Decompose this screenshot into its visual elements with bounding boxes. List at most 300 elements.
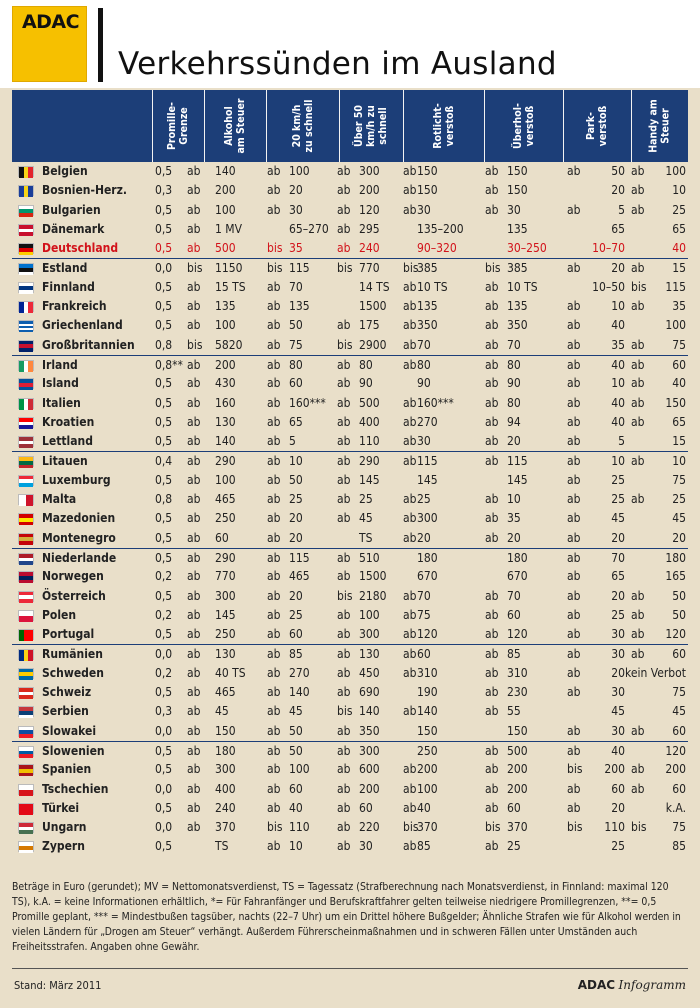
limit-cell: 0,5 — [155, 164, 173, 178]
country-flag-icon — [18, 475, 34, 486]
fine-cell: ab — [267, 839, 281, 854]
fine-cell: ab — [187, 183, 201, 198]
fine-cell: 10 — [289, 454, 303, 469]
fine-cell: ab — [403, 434, 417, 449]
fine-cell: ab — [631, 723, 645, 738]
fine-cell: 85 — [417, 839, 431, 854]
table-row — [12, 413, 688, 432]
fine-cell: ab — [267, 357, 281, 372]
table-row — [12, 606, 688, 625]
fine-cell: ab — [567, 395, 581, 410]
fine-cell: ab — [403, 318, 417, 333]
fine-cell: ab — [567, 530, 581, 545]
column-header — [204, 90, 266, 162]
limit-cell: 0,8** — [155, 357, 183, 372]
fine-cell: ab — [337, 685, 351, 700]
fine-cell: ab — [187, 299, 201, 314]
country-name: Finnland — [42, 279, 95, 294]
fine-cell: 20 — [611, 588, 625, 603]
fine-cell: bis — [403, 820, 419, 835]
fine-cell: ab — [403, 279, 417, 294]
fine-cell: 180 — [665, 550, 686, 565]
fine-cell: ab — [485, 395, 499, 410]
fine-cell: 35 — [611, 337, 625, 352]
country-name: Island — [42, 376, 79, 391]
fine-cell: ab — [485, 164, 499, 178]
fine-cell: 60 — [289, 781, 303, 796]
fine-cell: 25 — [611, 492, 625, 507]
fine-cell: 25 — [289, 607, 303, 622]
fine-cell: 300 — [215, 588, 236, 603]
brand-italic: Infogramm — [618, 978, 686, 992]
fine-cell: ab — [403, 299, 417, 314]
fine-cell: 75 — [672, 472, 686, 487]
fine-cell: ab — [337, 511, 351, 526]
limit-cell: 0,5 — [155, 299, 173, 314]
country-flag-icon — [18, 224, 34, 235]
country-name: Portugal — [42, 627, 95, 642]
fine-cell: 10 — [672, 454, 686, 469]
fine-cell: 25 — [611, 839, 625, 854]
fine-cell: k.A. — [665, 800, 686, 815]
fine-cell: 310 — [507, 665, 528, 680]
fine-cell: 70 — [611, 550, 625, 565]
fine-cell: 115 — [665, 279, 686, 294]
fine-cell: ab — [187, 376, 201, 391]
limit-cell: 0,5 — [155, 202, 173, 217]
fine-cell: ab — [485, 357, 499, 372]
country-flag-icon — [18, 726, 34, 737]
fine-cell: ab — [187, 454, 201, 469]
country-name: Niederlande — [42, 550, 117, 565]
country-name: Spanien — [42, 762, 92, 777]
country-flag-icon — [18, 513, 34, 524]
fine-cell: ab — [337, 781, 351, 796]
fine-cell: ab — [187, 395, 201, 410]
fine-cell: bis — [267, 820, 283, 835]
fine-cell: bis — [631, 820, 647, 835]
fine-cell: 160 — [215, 395, 236, 410]
fine-cell: ab — [485, 492, 499, 507]
fine-cell: 50 — [289, 743, 303, 758]
country-flag-icon — [18, 746, 34, 757]
fine-cell: ab — [567, 550, 581, 565]
fine-cell: 10 — [672, 183, 686, 198]
fine-cell: ab — [187, 241, 201, 256]
country-flag-icon — [18, 263, 34, 274]
fine-cell: 65 — [672, 414, 686, 429]
limit-cell: 0,5 — [155, 376, 173, 391]
limit-cell: 0,3 — [155, 183, 173, 198]
table-row — [12, 683, 688, 702]
fine-cell: 30 — [611, 627, 625, 642]
fine-cell: 100 — [665, 318, 686, 333]
country-name: Österreich — [42, 588, 106, 603]
fine-cell: ab — [631, 454, 645, 469]
fine-cell: ab — [267, 183, 281, 198]
column-header-label: Promille- Grenze — [166, 102, 190, 150]
fine-cell: ab — [267, 781, 281, 796]
fine-cell: 10–70 — [592, 241, 625, 256]
fine-cell: ab — [337, 647, 351, 662]
table-row — [12, 644, 688, 663]
fine-cell: 15 TS — [215, 279, 246, 294]
fine-cell: 45 — [215, 704, 229, 719]
fine-cell: 70 — [417, 588, 431, 603]
table-row — [12, 567, 688, 586]
fine-cell: ab — [567, 318, 581, 333]
country-flag-icon — [18, 687, 34, 698]
fine-cell: 300 — [359, 743, 380, 758]
fine-cell: ab — [485, 588, 499, 603]
fine-cell: 5 — [618, 434, 625, 449]
country-name: Montenegro — [42, 530, 116, 545]
limit-cell: 0,0 — [155, 781, 173, 796]
fine-cell: 70 — [507, 588, 521, 603]
fine-cell: 100 — [665, 164, 686, 178]
fine-cell: ab — [485, 414, 499, 429]
fine-cell: 50 — [289, 472, 303, 487]
fine-cell: 145 — [417, 472, 438, 487]
fine-cell: 80 — [359, 357, 373, 372]
fine-cell: 30 — [611, 723, 625, 738]
fine-cell: 50 — [289, 318, 303, 333]
fine-cell: ab — [631, 762, 645, 777]
fine-cell: ab — [337, 221, 351, 236]
fine-cell: ab — [403, 414, 417, 429]
fine-cell: 145 — [215, 607, 236, 622]
fine-cell: 45 — [611, 511, 625, 526]
fine-cell: 430 — [215, 376, 236, 391]
fine-cell: 770 — [215, 569, 236, 584]
fine-cell: ab — [187, 279, 201, 294]
fine-cell: ab — [337, 183, 351, 198]
country-flag-icon — [18, 591, 34, 602]
country-name: Norwegen — [42, 569, 104, 584]
fine-cell: 20 — [289, 588, 303, 603]
fine-cell: bis — [567, 762, 583, 777]
fine-cell: 180 — [215, 743, 236, 758]
fine-cell: 370 — [417, 820, 438, 835]
country-name: Dänemark — [42, 221, 105, 236]
fine-cell: ab — [485, 337, 499, 352]
fine-cell: ab — [187, 550, 201, 565]
fine-cell: 50 — [672, 607, 686, 622]
fine-cell: ab — [567, 299, 581, 314]
fine-cell: 40 — [672, 241, 686, 256]
fine-cell: ab — [337, 839, 351, 854]
fine-cell: 190 — [417, 685, 438, 700]
table-row — [12, 780, 688, 799]
fine-cell: ab — [267, 627, 281, 642]
fine-cell: ab — [403, 357, 417, 372]
fine-cell: 250 — [215, 511, 236, 526]
country-name: Polen — [42, 607, 77, 622]
table-row — [12, 760, 688, 779]
limit-cell: 0,5 — [155, 762, 173, 777]
fine-cell: 50 — [289, 723, 303, 738]
fine-cell: 300 — [215, 762, 236, 777]
fine-cell: ab — [485, 376, 499, 391]
fine-cell: ab — [267, 318, 281, 333]
fine-cell: 15 — [672, 434, 686, 449]
table-row — [12, 490, 688, 509]
fine-cell: 200 — [215, 357, 236, 372]
fine-cell: 25 — [289, 492, 303, 507]
fine-cell: 20 — [672, 530, 686, 545]
fine-cell: ab — [631, 395, 645, 410]
fine-cell: 25 — [507, 839, 521, 854]
fine-cell: 290 — [215, 454, 236, 469]
table-row — [12, 355, 688, 374]
country-name: Zypern — [42, 839, 85, 854]
fine-cell: ab — [403, 492, 417, 507]
fine-cell: 140 — [417, 704, 438, 719]
fine-cell: 60 — [507, 607, 521, 622]
fine-cell: 90 — [417, 376, 431, 391]
country-name: Rumänien — [42, 647, 103, 662]
limit-cell: 0,5 — [155, 839, 173, 854]
fine-cell: ab — [337, 395, 351, 410]
table-row — [12, 625, 688, 644]
fine-cell: 100 — [215, 472, 236, 487]
country-flag-icon — [18, 553, 34, 564]
fine-cell: ab — [485, 318, 499, 333]
fine-cell: 100 — [359, 607, 380, 622]
fine-cell: ab — [267, 550, 281, 565]
fine-cell: 120 — [665, 627, 686, 642]
fine-cell: ab — [337, 164, 351, 178]
fine-cell: ab — [337, 800, 351, 815]
country-flag-icon — [18, 822, 34, 833]
fine-cell: 385 — [417, 261, 438, 276]
fine-cell: 10–50 — [592, 279, 625, 294]
fine-cell: 10 — [611, 376, 625, 391]
fine-cell: 10 — [289, 839, 303, 854]
country-name: Ungarn — [42, 820, 87, 835]
fine-cell: 110 — [289, 820, 310, 835]
fine-cell: ab — [187, 492, 201, 507]
fine-cell: ab — [187, 569, 201, 584]
limit-cell: 0,5 — [155, 588, 173, 603]
country-flag-icon — [18, 166, 34, 177]
fine-cell: 200 — [507, 762, 528, 777]
fine-cell: 40 — [611, 414, 625, 429]
table-header — [12, 90, 688, 162]
fine-cell: 150 — [417, 164, 438, 178]
fine-cell: 45 — [611, 704, 625, 719]
fine-cell: 465 — [215, 685, 236, 700]
fine-cell: 75 — [672, 685, 686, 700]
fine-cell: TS — [359, 530, 373, 545]
fine-cell: ab — [403, 762, 417, 777]
country-name: Serbien — [42, 704, 89, 719]
fine-cell: ab — [267, 492, 281, 507]
fine-cell: 30 — [611, 647, 625, 662]
fine-cell: ab — [267, 299, 281, 314]
fine-cell: 115 — [289, 261, 310, 276]
fine-cell: 70 — [289, 279, 303, 294]
fine-cell: 45 — [359, 511, 373, 526]
fine-cell: 350 — [417, 318, 438, 333]
limit-cell: 0,0 — [155, 261, 173, 276]
fine-cell: ab — [485, 607, 499, 622]
limit-cell: 0,5 — [155, 800, 173, 815]
fine-cell: 180 — [507, 550, 528, 565]
country-name: Slowenien — [42, 743, 105, 758]
fine-cell: ab — [187, 588, 201, 603]
fine-cell: 465 — [215, 492, 236, 507]
fine-cell: ab — [337, 550, 351, 565]
fine-cell: 90 — [359, 376, 373, 391]
fine-cell: 60 — [611, 781, 625, 796]
country-name: Großbritannien — [42, 337, 135, 352]
fine-cell: ab — [267, 202, 281, 217]
limit-cell: 0,0 — [155, 723, 173, 738]
limit-cell: 0,5 — [155, 627, 173, 642]
fine-cell: 55 — [507, 704, 521, 719]
country-flag-icon — [18, 610, 34, 621]
fine-cell: 200 — [665, 762, 686, 777]
fine-cell: ab — [187, 685, 201, 700]
footer-divider — [12, 968, 688, 969]
fine-cell: 35 — [289, 241, 303, 256]
fine-cell: ab — [187, 434, 201, 449]
fine-cell: ab — [631, 492, 645, 507]
brand-label — [578, 978, 686, 992]
country-flag-icon — [18, 629, 34, 640]
fine-cell: 270 — [289, 665, 310, 680]
fine-cell: 20 — [507, 530, 521, 545]
fine-cell: bis — [485, 261, 501, 276]
table-row — [12, 297, 688, 316]
fine-cell: ab — [631, 183, 645, 198]
fine-cell: ab — [267, 723, 281, 738]
fine-cell: TS — [215, 839, 229, 854]
fine-cell: 65 — [611, 569, 625, 584]
fine-cell: ab — [267, 472, 281, 487]
limit-cell: 0,5 — [155, 395, 173, 410]
fine-cell: ab — [267, 376, 281, 391]
fine-cell: 300 — [417, 511, 438, 526]
fine-cell: 75 — [417, 607, 431, 622]
fine-cell: 180 — [417, 550, 438, 565]
fine-cell: 60 — [672, 723, 686, 738]
country-name: Tschechien — [42, 781, 109, 796]
fine-cell: ab — [485, 704, 499, 719]
fine-cell: 115 — [289, 550, 310, 565]
fine-cell: 5 — [618, 202, 625, 217]
fine-cell: 70 — [417, 337, 431, 352]
fine-cell: 600 — [359, 762, 380, 777]
fine-cell: 40 — [289, 800, 303, 815]
fine-cell: ab — [485, 647, 499, 662]
fine-cell: 60 — [417, 647, 431, 662]
fine-cell: ab — [187, 820, 201, 835]
fine-cell: 10 TS — [417, 279, 448, 294]
fine-cell: ab — [337, 202, 351, 217]
fine-cell: ab — [567, 492, 581, 507]
fine-cell: 20 — [611, 800, 625, 815]
fine-cell: ab — [567, 434, 581, 449]
fine-cell: 150 — [507, 723, 528, 738]
fine-cell: 130 — [359, 647, 380, 662]
column-header-label: Über 50 km/h zu schnell — [353, 105, 389, 147]
country-name: Frankreich — [42, 299, 107, 314]
fine-cell: 400 — [215, 781, 236, 796]
fine-cell: ab — [187, 202, 201, 217]
fine-cell: ab — [337, 569, 351, 584]
fine-cell: 770 — [359, 261, 380, 276]
fine-cell: ab — [267, 530, 281, 545]
fine-cell: ab — [403, 337, 417, 352]
fine-cell: 1 MV — [215, 221, 242, 236]
fine-cell: ab — [267, 454, 281, 469]
fine-cell: 240 — [359, 241, 380, 256]
country-name: Griechenland — [42, 318, 123, 333]
limit-cell: 0,0 — [155, 820, 173, 835]
brand-bold: ADAC — [577, 978, 616, 992]
fine-cell: 135 — [507, 221, 528, 236]
fine-cell: ab — [267, 665, 281, 680]
fine-cell: ab — [631, 299, 645, 314]
country-name: Bosnien-Herz. — [42, 183, 128, 198]
country-flag-icon — [18, 571, 34, 582]
table-row — [12, 220, 688, 239]
fine-cell: ab — [485, 202, 499, 217]
fine-cell: ab — [267, 337, 281, 352]
fine-cell: ab — [187, 800, 201, 815]
page-title: Verkehrssünden im Ausland — [118, 46, 557, 82]
fine-cell: ab — [187, 762, 201, 777]
table-row — [12, 394, 688, 413]
column-header — [152, 90, 204, 162]
fine-cell: ab — [187, 665, 201, 680]
fine-cell: ab — [567, 627, 581, 642]
fine-cell: bis — [337, 337, 353, 352]
fine-cell: 10 — [611, 299, 625, 314]
fine-cell: ab — [337, 627, 351, 642]
country-name: Italien — [42, 395, 81, 410]
fine-cell: 75 — [289, 337, 303, 352]
table-row — [12, 702, 688, 721]
fine-cell: 40 — [611, 318, 625, 333]
fine-cell: 65 — [289, 414, 303, 429]
fine-cell: ab — [567, 376, 581, 391]
fine-cell: 150 — [417, 723, 438, 738]
limit-cell: 0,5 — [155, 472, 173, 487]
country-name: Schweiz — [42, 685, 92, 700]
fine-cell: 115 — [417, 454, 438, 469]
fine-cell: 35 — [507, 511, 521, 526]
fine-cell: 15 — [672, 261, 686, 276]
fine-cell: bis — [267, 261, 283, 276]
fine-cell: 120 — [359, 202, 380, 217]
column-header-label: Handy am Steuer — [647, 99, 672, 153]
fine-cell: 140 — [289, 685, 310, 700]
country-flag-icon — [18, 398, 34, 409]
fine-cell: ab — [337, 665, 351, 680]
table-row — [12, 529, 688, 548]
fine-cell: 135–200 — [417, 221, 464, 236]
country-flag-icon — [18, 360, 34, 371]
fine-cell: 300 — [359, 627, 380, 642]
fine-cell: 20 — [289, 530, 303, 545]
date-stamp: Stand: März 2011 — [14, 979, 102, 992]
fine-cell: 75 — [672, 337, 686, 352]
fine-cell: ab — [267, 685, 281, 700]
fine-cell: bis — [337, 704, 353, 719]
